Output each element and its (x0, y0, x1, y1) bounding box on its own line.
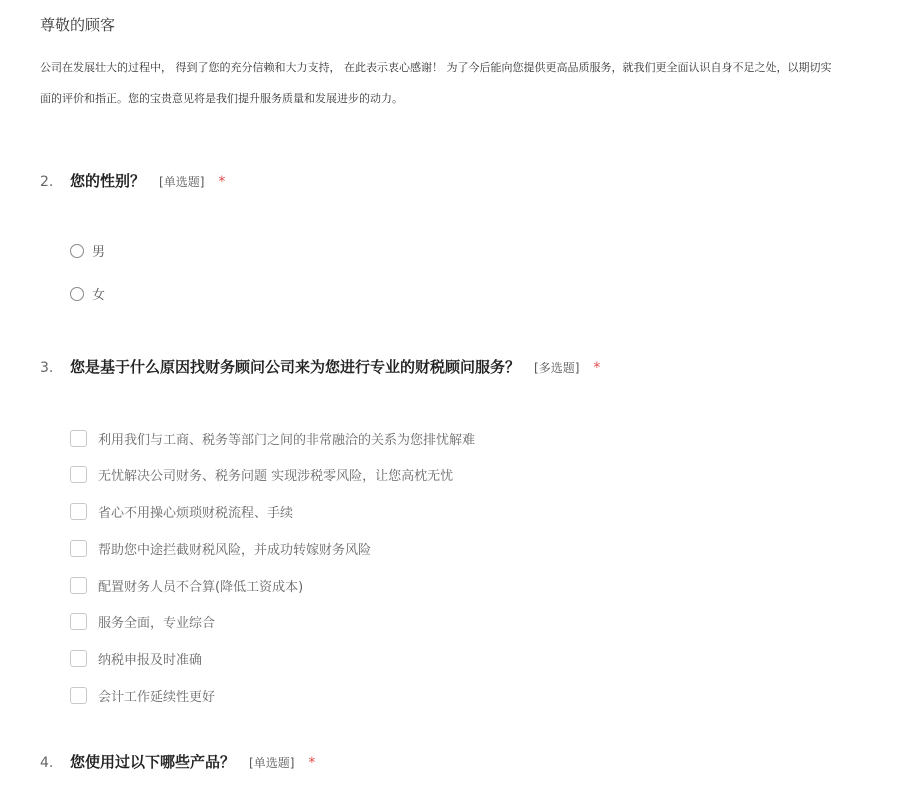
required-asterisk: * (593, 360, 601, 376)
option-label: 省心不用操心烦琐财税流程、手续 (98, 506, 294, 521)
radio-button[interactable] (70, 287, 84, 301)
checkbox-option-6[interactable] (70, 612, 215, 631)
checkbox[interactable] (70, 687, 87, 704)
checkbox[interactable] (70, 466, 87, 483)
checkbox[interactable] (70, 503, 87, 520)
option-label: 男 (92, 245, 106, 260)
question-4-header (40, 751, 315, 772)
option-label: 服务全面，专业综合 (98, 616, 216, 631)
question-type-label: [多选题] (534, 361, 580, 375)
question-number: 3. (40, 360, 54, 376)
option-label: 无忧解决公司财务、税务问题 实现涉税零风险，让您高枕无忧 (98, 469, 454, 484)
radio-option-female[interactable] (70, 284, 105, 303)
option-label: 会计工作延续性更好 (98, 690, 216, 705)
required-asterisk: * (308, 755, 316, 771)
question-title: 您使用过以下哪些产品？ (70, 753, 236, 771)
checkbox[interactable] (70, 650, 87, 667)
greeting-heading: 尊敬的顾客 (40, 16, 116, 34)
option-label: 纳税申报及时准确 (98, 653, 203, 668)
required-asterisk: * (218, 174, 226, 190)
intro-line-1: 公司在发展壮大的过程中， 得到了您的充分信赖和大力支持， 在此表示衷心感谢！ 为了今后能向您提供更高品质服务，就我们更全面认识自身不足之处，以期切实 (40, 61, 832, 74)
radio-option-male[interactable] (70, 241, 105, 260)
checkbox-option-5[interactable] (70, 576, 303, 595)
question-number: 2. (40, 174, 54, 190)
option-label: 利用我们与工商、税务等部门之间的非常融洽的关系为您排忧解难 (98, 433, 476, 448)
question-number: 4. (40, 755, 54, 771)
question-title: 您是基于什么原因找财务顾问公司来为您进行专业的财税顾问服务？ (70, 358, 521, 376)
checkbox[interactable] (70, 577, 87, 594)
question-type-label: [单选题] (249, 756, 295, 770)
option-label: 女 (92, 288, 106, 303)
checkbox[interactable] (70, 430, 87, 447)
question-3-header (40, 356, 600, 377)
option-label: 配置财务人员不合算(降低工资成本) (98, 580, 304, 595)
checkbox-option-2[interactable] (70, 465, 453, 484)
question-title: 您的性别？ (70, 172, 146, 190)
checkbox-option-8[interactable] (70, 686, 215, 705)
question-2-header (40, 170, 225, 191)
radio-button[interactable] (70, 244, 84, 258)
question-type-label: [单选题] (159, 175, 205, 189)
intro-paragraph (40, 52, 900, 114)
intro-line-2: 面的评价和指正。您的宝贵意见将是我们提升服务质量和发展进步的动力。 (40, 92, 403, 105)
checkbox-option-3[interactable] (70, 502, 293, 521)
checkbox[interactable] (70, 540, 87, 557)
checkbox[interactable] (70, 613, 87, 630)
checkbox-option-1[interactable] (70, 429, 475, 448)
checkbox-option-4[interactable] (70, 539, 371, 558)
option-label: 帮助您中途拦截财税风险，并成功转嫁财务风险 (98, 543, 372, 558)
checkbox-option-7[interactable] (70, 649, 202, 668)
